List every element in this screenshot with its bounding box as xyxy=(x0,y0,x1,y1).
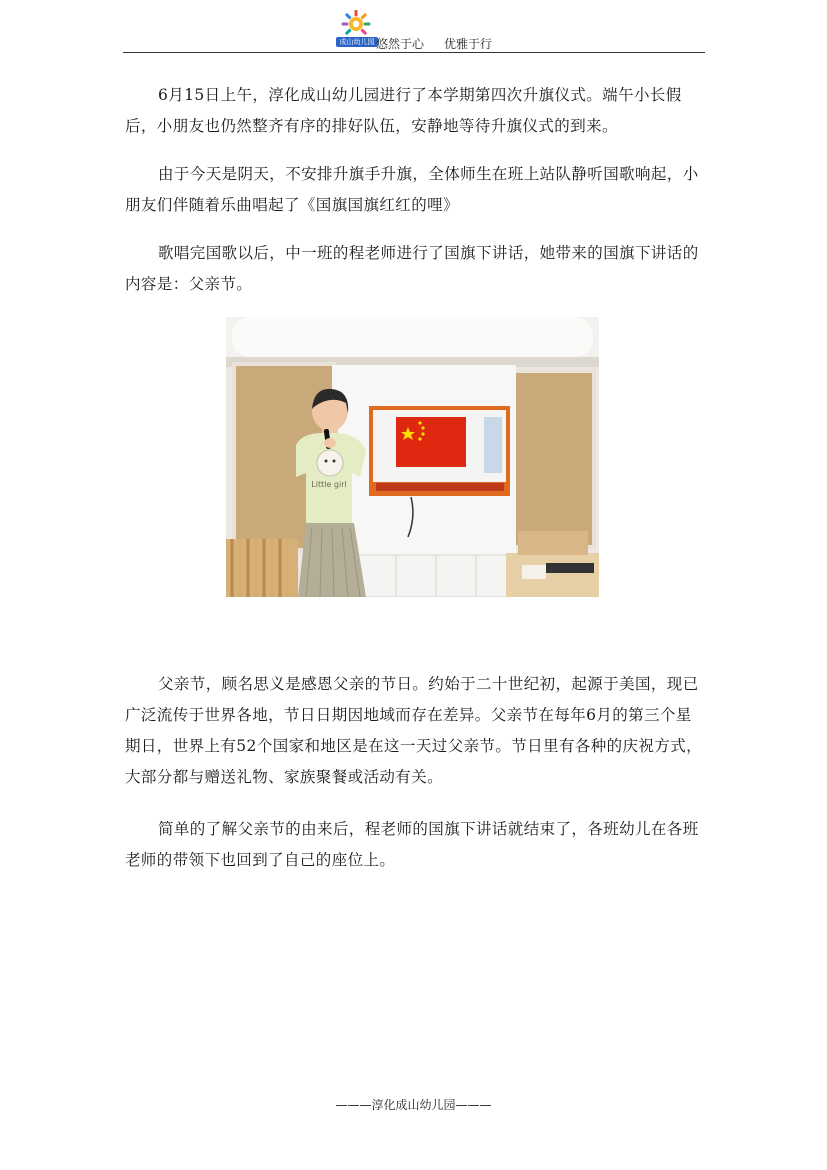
motto-part-2: 优雅于行 xyxy=(444,37,493,51)
paragraph-3: 歌唱完国歌以后，中一班的程老师进行了国旗下讲话，她带来的国旗下讲话的内容是：父亲节。 xyxy=(125,244,699,293)
logo-text: 成山幼儿园 xyxy=(336,37,378,47)
page-header xyxy=(123,8,705,53)
page-footer: ———淳化成山幼儿园——— xyxy=(335,1098,492,1112)
flag-speech-photo xyxy=(226,317,599,597)
shirt-text: Little girl xyxy=(311,480,347,489)
motto-part-1: 悠然于心 xyxy=(376,37,425,51)
header-motto xyxy=(376,37,492,51)
paragraph-5: 简单的了解父亲节的由来后，程老师的国旗下讲话就结束了，各班幼儿在各班老师的带领下也回到了自己的座位上。 xyxy=(125,820,699,869)
paragraph-2: 由于今天是阴天，不安排升旗手升旗，全体师生在班上站队静听国歌响起，小朋友们伴随着乐曲唱起了《国旗国旗红红的哩》 xyxy=(125,165,699,214)
paragraph-4: 父亲节，顾名思义是感恩父亲的节日。约始于二十世纪初，起源于美国，现已广泛流传于世界各地，节日日期因地域而存在差异。父亲节在每年6月的第三个星期日，世界上有52个国家和地区是在这一天过父亲节。节日里有各种的庆祝方式，大部分都与赠送礼物、家族聚餐或活动有关。 xyxy=(125,675,703,786)
paragraph-1: 6月15日上午，淳化成山幼儿园进行了本学期第四次升旗仪式。端午小长假后，小朋友也仍然整齐有序的排好队伍，安静地等待升旗仪式的到来。 xyxy=(125,86,682,135)
classroom-photo-illustration xyxy=(226,317,599,597)
